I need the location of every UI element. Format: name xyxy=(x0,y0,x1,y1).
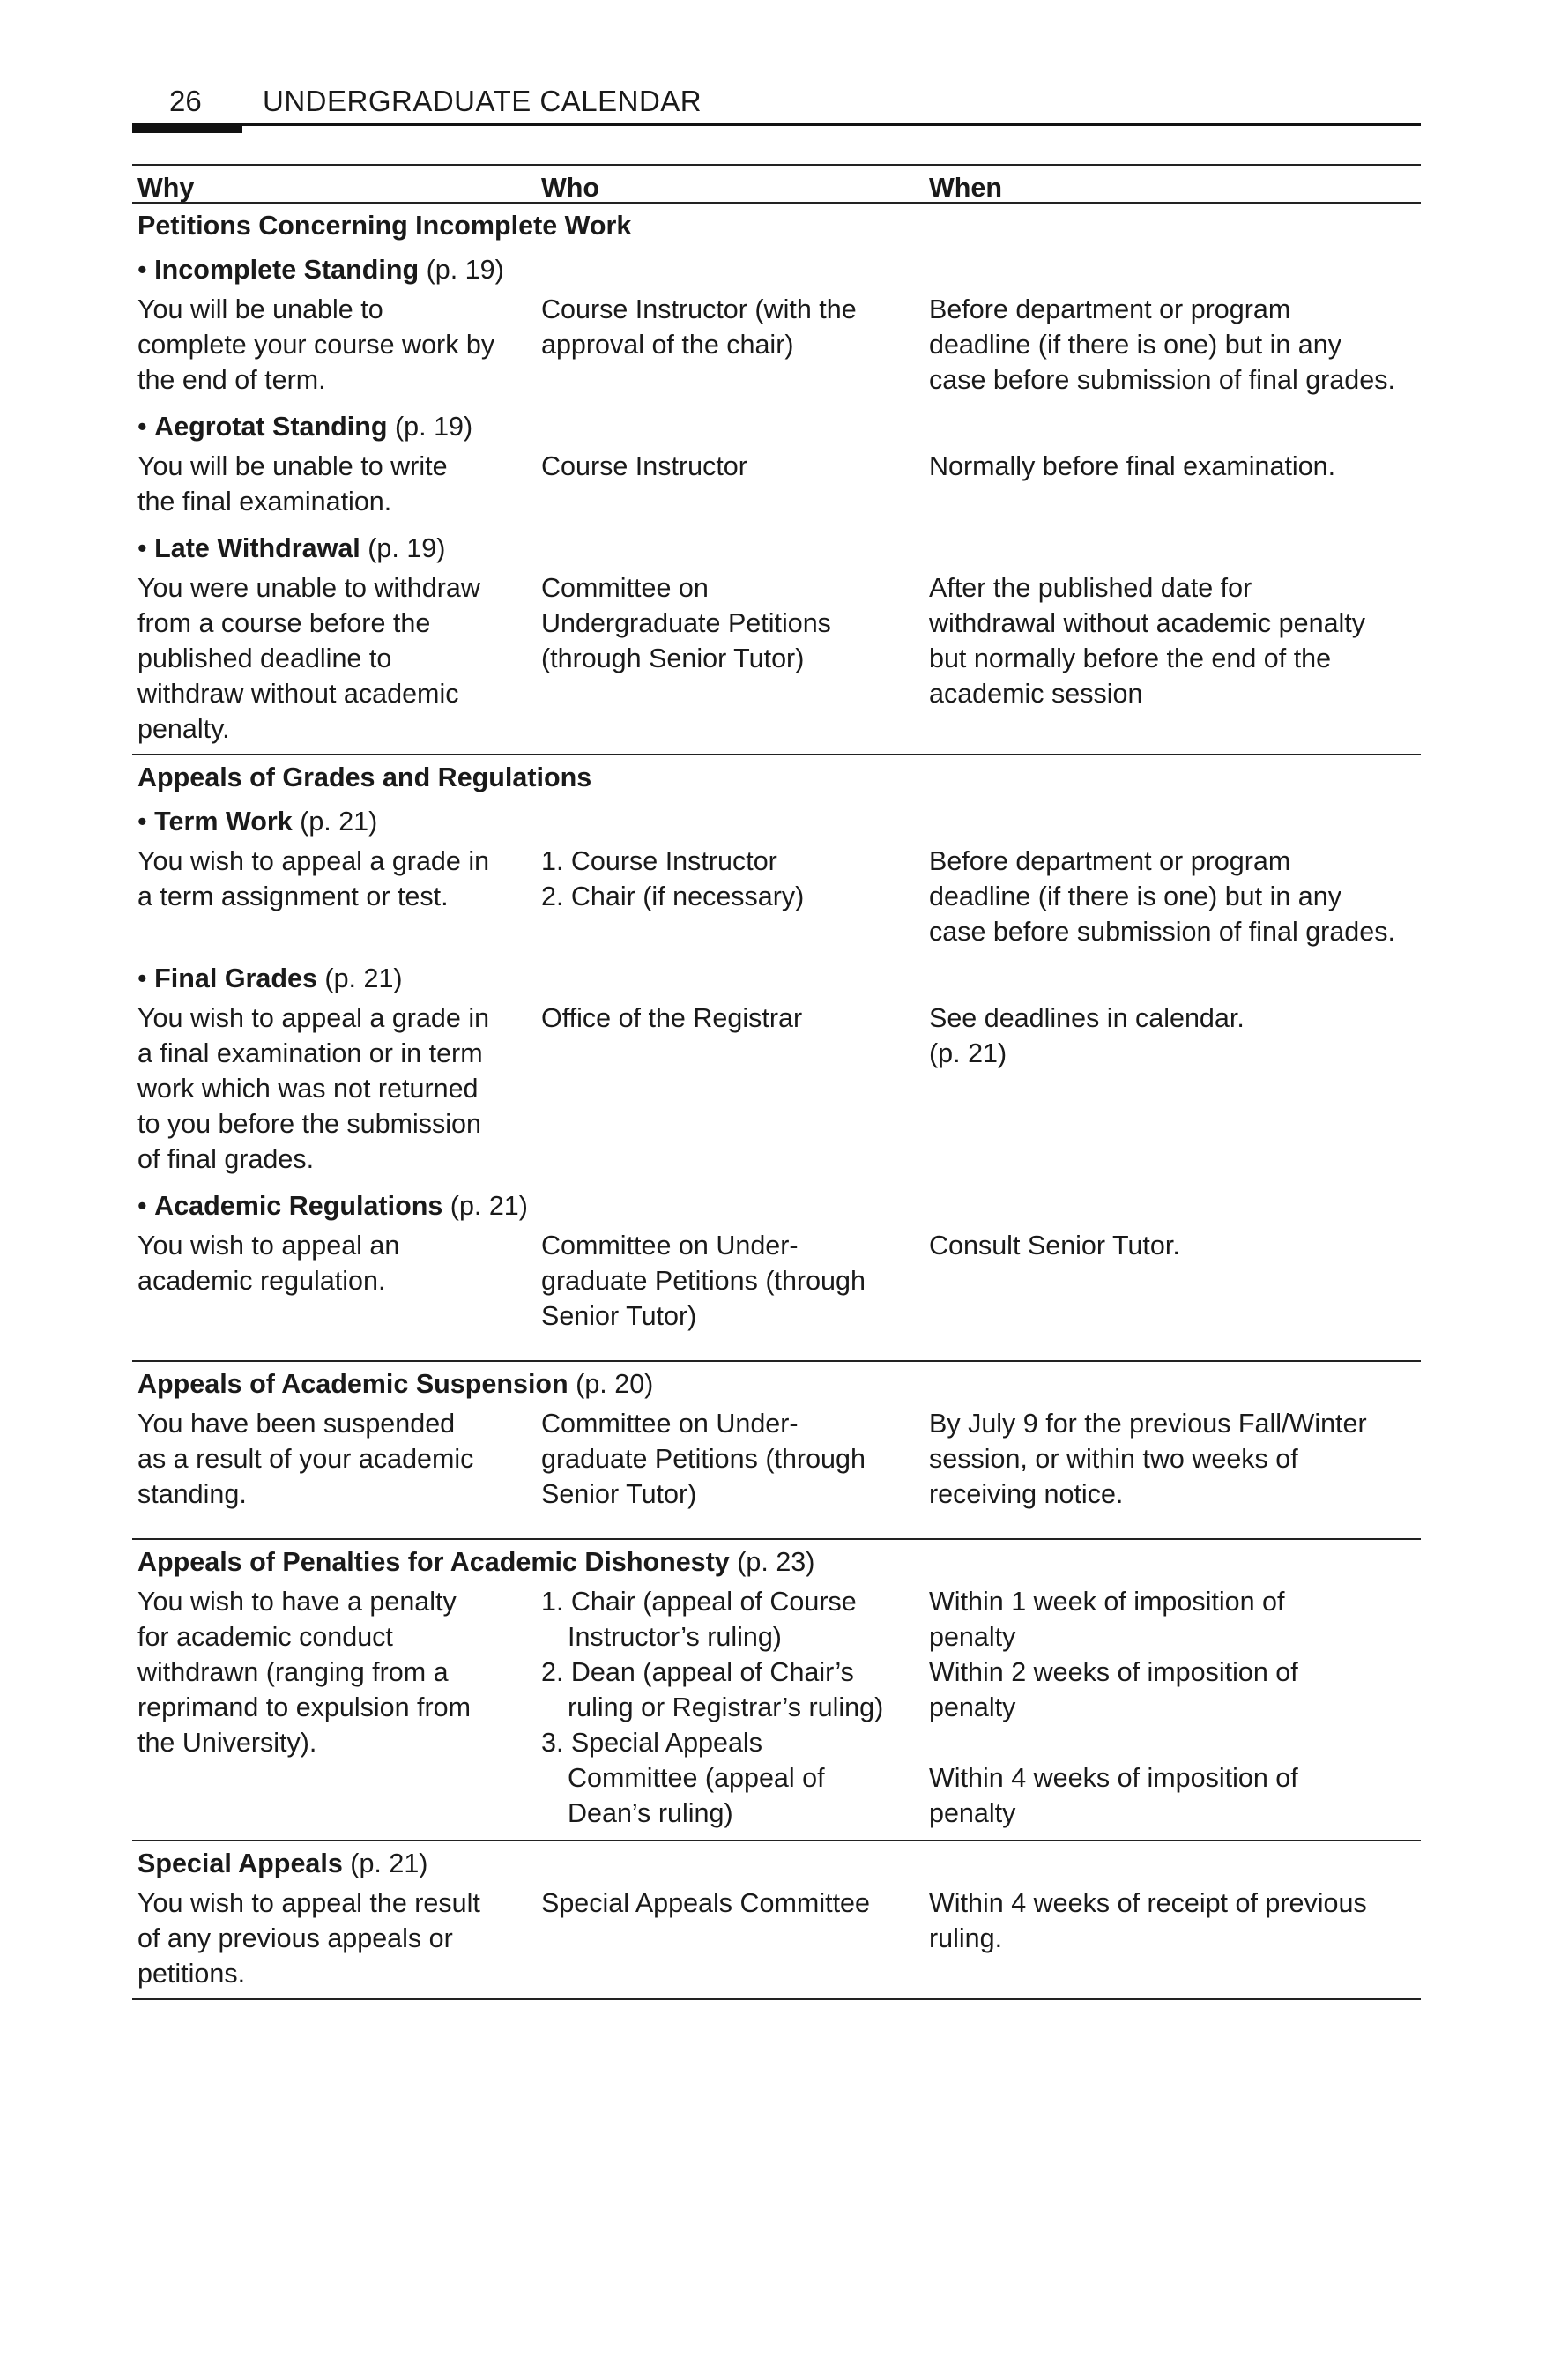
column-header-who: Who xyxy=(541,173,600,203)
table-row xyxy=(132,1000,1421,1184)
table-row xyxy=(132,1228,1421,1360)
column-header-when: When xyxy=(929,173,1003,203)
table-row xyxy=(132,1584,1421,1840)
why-cell: You will be unable to complete your course work by the end of term. xyxy=(137,294,495,395)
why-cell: You wish to appeal a grade in a final examination or in term work which was not returned to you before the submission of final grades. xyxy=(137,1003,490,1174)
when-cell: Within 1 week of imposition of penalty Within 2 weeks of imposition of penalty Within 4 weeks of imposition of penalty xyxy=(929,1587,1298,1828)
when-cell: After the published date for withdrawal without academic penalty but normally before the end of the academic session xyxy=(929,573,1366,709)
section-appeals-grades xyxy=(132,754,1421,1360)
why-cell: You were unable to withdraw from a course before the published deadline to withdraw without academic penalty. xyxy=(137,573,480,744)
table-header-row xyxy=(132,164,1421,204)
header-accent-bar xyxy=(132,123,242,133)
page-number: 26 xyxy=(169,85,202,117)
why-cell: You wish to appeal an academic regulation. xyxy=(137,1231,400,1296)
who-cell: Special Appeals Committee xyxy=(541,1888,870,1918)
when-cell: Consult Senior Tutor. xyxy=(929,1231,1180,1261)
section-title: Petitions Concerning Incomplete Work xyxy=(137,211,632,241)
section-title: Appeals of Grades and Regulations xyxy=(137,762,592,792)
item-heading: • Incomplete Standing (p. 19) xyxy=(137,255,504,285)
who-cell: Office of the Registrar xyxy=(541,1003,803,1033)
when-cell: Before department or program deadline (if there is one) but in any case before submission of final grades. xyxy=(929,294,1395,395)
who-cell: 1. Course Instructor 2. Chair (if necessary) xyxy=(541,846,805,911)
when-cell: See deadlines in calendar. (p. 21) xyxy=(929,1003,1245,1068)
item-heading: • Academic Regulations (p. 21) xyxy=(137,1191,528,1221)
who-cell: Committee on Under- graduate Petitions (through Senior Tutor) xyxy=(541,1409,866,1509)
section-title: Appeals of Academic Suspension (p. 20) xyxy=(137,1369,654,1399)
table-row xyxy=(132,1406,1421,1538)
who-cell: 1. Chair (appeal of Course Instructor’s ruling) 2. Dean (appeal of Chair’s ruling or Registrar’s ruling) 3. Special Appeals Committee (appeal of Dean’s ruling) xyxy=(541,1587,884,1828)
section-incomplete-work xyxy=(132,204,1421,754)
section-academic-dishonesty xyxy=(132,1538,1421,1840)
table-row xyxy=(132,570,1421,754)
section-academic-suspension xyxy=(132,1360,1421,1538)
item-heading: • Final Grades (p. 21) xyxy=(137,963,403,993)
section-special-appeals xyxy=(132,1840,1421,2000)
column-header-why: Why xyxy=(137,173,195,203)
table-row xyxy=(132,1885,1421,1998)
why-cell: You wish to appeal a grade in a term assignment or test. xyxy=(137,846,490,911)
table-row xyxy=(132,449,1421,526)
who-cell: Committee on Undergraduate Petitions (through Senior Tutor) xyxy=(541,573,831,673)
table-row xyxy=(132,292,1421,405)
when-cell: Normally before final examination. xyxy=(929,451,1336,481)
who-cell: Course Instructor (with the approval of the chair) xyxy=(541,294,857,360)
who-cell: Course Instructor xyxy=(541,451,747,481)
who-cell: Committee on Under- graduate Petitions (through Senior Tutor) xyxy=(541,1231,866,1331)
why-cell: You wish to appeal the result of any previous appeals or petitions. xyxy=(137,1888,480,1989)
item-heading: • Aegrotat Standing (p. 19) xyxy=(137,412,473,442)
when-cell: Within 4 weeks of receipt of previous ruling. xyxy=(929,1888,1367,1953)
table-row xyxy=(132,844,1421,956)
section-title: Special Appeals (p. 21) xyxy=(137,1848,428,1878)
header-rule xyxy=(132,123,1421,126)
why-cell: You have been suspended as a result of your academic standing. xyxy=(137,1409,474,1509)
item-heading: • Late Withdrawal (p. 19) xyxy=(137,533,446,563)
item-heading: • Term Work (p. 21) xyxy=(137,807,378,837)
when-cell: Before department or program deadline (if there is one) but in any case before submission of final grades. xyxy=(929,846,1395,947)
why-cell: You wish to have a penalty for academic conduct withdrawn (ranging from a reprimand to expulsion from the University). xyxy=(137,1587,472,1758)
petitions-table xyxy=(132,164,1421,2000)
section-title: Appeals of Penalties for Academic Dishonesty (p. 23) xyxy=(137,1547,815,1577)
running-header: UNDERGRADUATE CALENDAR xyxy=(263,85,702,117)
when-cell: By July 9 for the previous Fall/Winter session, or within two weeks of receiving notice. xyxy=(929,1409,1367,1509)
why-cell: You will be unable to write the final examination. xyxy=(137,451,448,517)
